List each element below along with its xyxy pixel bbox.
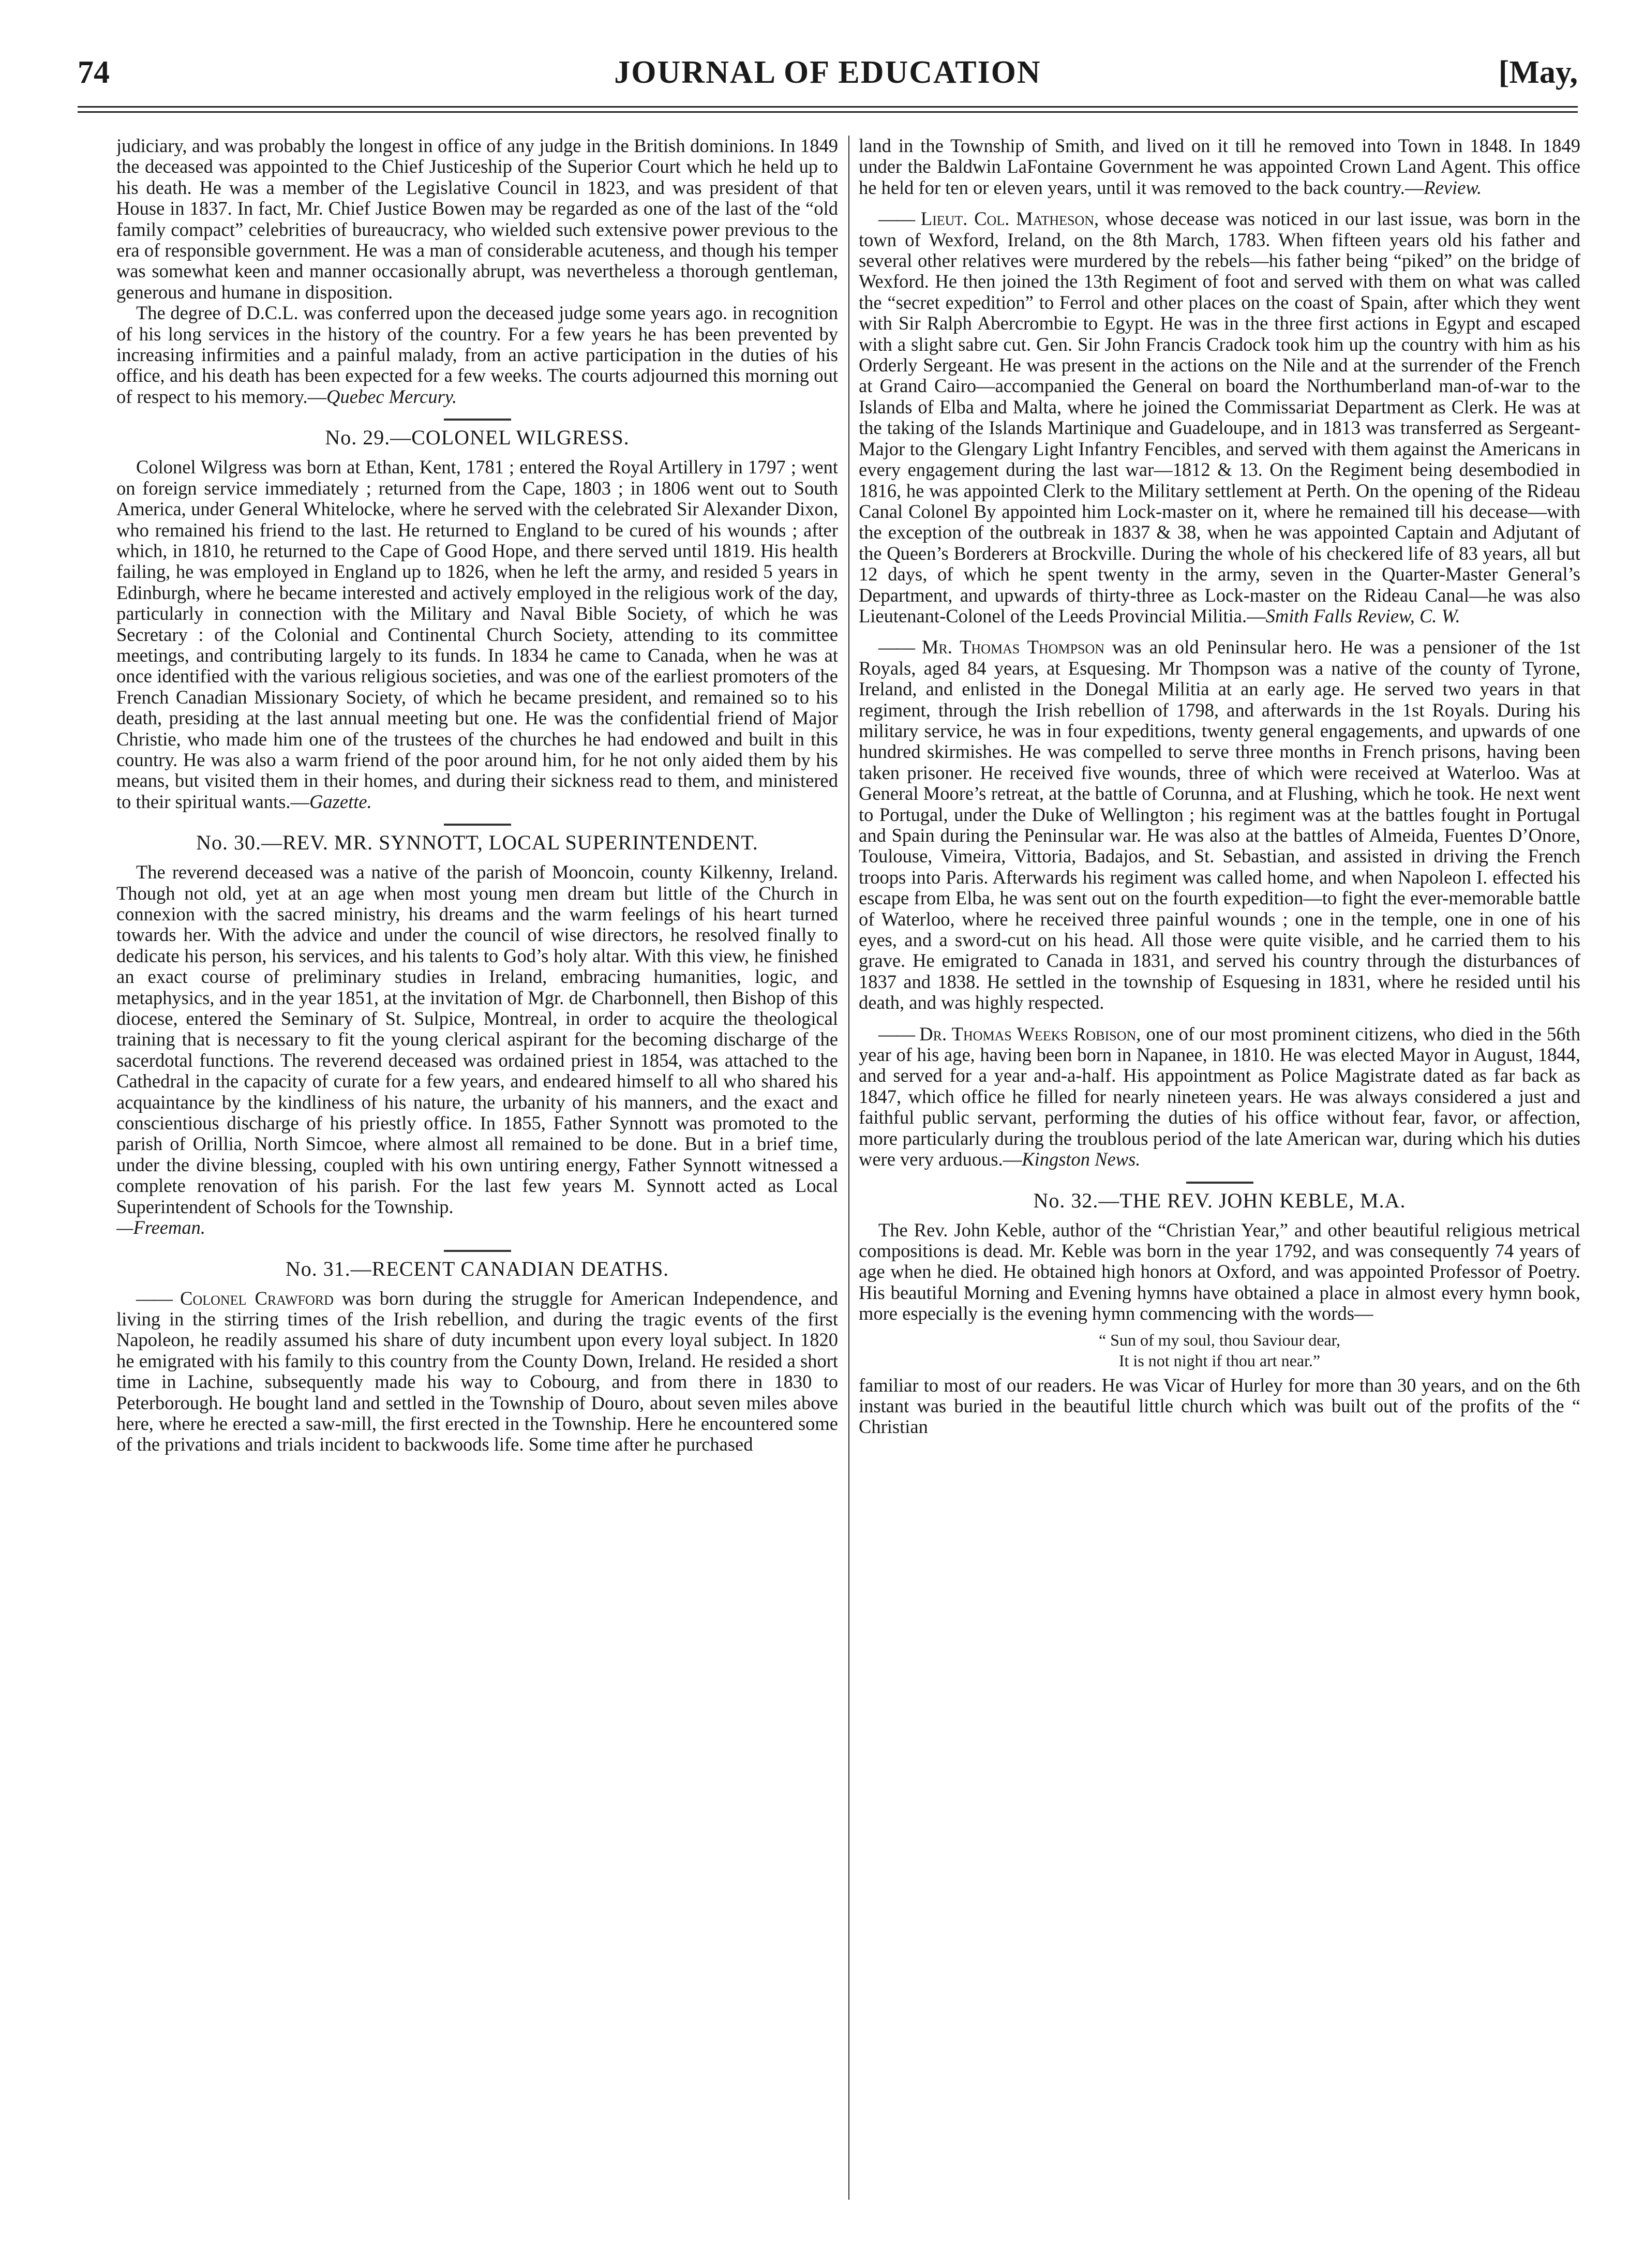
- issue-month: [May,: [1498, 55, 1578, 90]
- crawford-name: Colonel Crawford: [180, 1287, 334, 1309]
- bowen-paragraph-2: [116, 303, 838, 407]
- matheson-name: Lieut. Col. Matheson: [920, 208, 1095, 230]
- robison-dash: ——: [878, 1023, 914, 1045]
- journal-title: JOURNAL OF EDUCATION: [614, 55, 1041, 90]
- crawford-cont-text: land in the Township of Smith, and lived on it till he removed into Town in 1848. In 1849 under the Baldwin LaFontaine Government he was appointed Crown Land Agent. This office he held for ten or eleven years, until it was removed to the back country.—: [859, 136, 1580, 198]
- heading-no-31: No. 31.—RECENT CANADIAN DEATHS.: [285, 1257, 669, 1280]
- section-rule: [444, 419, 511, 421]
- matheson-dash: ——: [878, 208, 914, 230]
- robison-source: Kingston News.: [1022, 1148, 1141, 1170]
- left-column: [116, 136, 838, 2231]
- thompson-name: Mr. Thomas Thompson: [921, 636, 1105, 658]
- crawford-dash: ——: [136, 1287, 172, 1309]
- robison-name: Dr. Thomas Weeks Robison: [919, 1023, 1137, 1045]
- crawford-source: Review.: [1424, 176, 1482, 198]
- wilgress-text: Colonel Wilgress was born at Ethan, Kent, 1781 ; entered the Royal Artillery in 1797 ; went on foreign service immediately ; returned from the Cape, 1803 ; in 1806 went out to South America, under General Whitelocke, where he served with the celebrated Sir Alexander Dixon, who remained his friend to the last. He returned to England to be cured of his wounds ; after which, in 1810, he returned to the Cape of Good Hope, and there served until 1819. His health failing, he was employed in England up to 1826, when he left the army, and resided 5 years in Edinburgh, where he became interested and actively employed in the religious work of the day, particularly in connection with the Military and Naval Bible Society, of which he was Secretary : of the Colonial and Continental Church Society, attending to its committee meetings, and contributing largely to its funds. In 1834 he came to Canada, when he was at once identified with the various religious societies, and was one of the earliest promoters of the French Canadian Missionary Society, of which he became president, and remained so to his death, presiding at the last annual meeting but one. He was the confidential friend of Major Christie, who made him one of the trustees of the churches he had endowed and built in this country. He was also a warm friend of the poor around him, for he not only aided them by his means, but visited them in their homes, and during their sickness read to them, and ministered to their spiritual wants.—: [116, 456, 838, 812]
- section-rule: [444, 824, 511, 826]
- section-rule: [444, 1250, 511, 1252]
- heading-no-32: No. 32.—THE REV. JOHN KEBLE, M.A.: [1033, 1188, 1406, 1212]
- matheson-source: Smith Falls Review, C. W.: [1265, 605, 1460, 626]
- wilgress-source: Gazette.: [309, 790, 372, 812]
- thompson-paragraph: [859, 637, 1580, 1013]
- wilgress-paragraph: [116, 457, 838, 812]
- thompson-dash: ——: [878, 636, 914, 658]
- synnott-source: —Freeman.: [116, 1217, 205, 1239]
- crawford-text: was born during the struggle for American Independence, and living in the stirring times of the Irish rebellion, and during the tragic events of the first Napoleon, he readily assumed his share of duty incumbent upon every loyal subject. In 1820 he emigrated with his family to this country from the County Down, Ireland. He resided a short time in Lachine, subsequently made his way to Cobourg, and from there in 1830 to Peterborough. He bought land and settled in the Township of Douro, about seven miles above here, where he erected a saw-mill, the first erected in the Township. Here he encountered some of the privations and trials incident to backwoods life. Some time after he purchased: [116, 1287, 838, 1455]
- heading-no-30: No. 30.—REV. MR. SYNNOTT, LOCAL SUPERINTENDENT.: [196, 831, 758, 855]
- header-rule-bottom: [78, 111, 1578, 113]
- column-divider: [848, 136, 849, 2200]
- matheson-text: , whose decease was noticed in our last issue, was born in the town of Wexford, Ireland, on the 8th March, 1783. When fifteen years old his father and several other relatives were murdered by the rebels—his father being “piked” on the bridge of Wexford. He then joined the 13th Regiment of foot and served with them on what was called the “secret expedition” to Ferrol and other places on the coast of Spain, after which they went with Sir Ralph Abercrombie to Egypt. He was in the three first actions in Egypt and escaped with a slight sabre cut. Gen. Sir John Francis Cradock took him up the country with him as his Orderly Sergeant. He was present in the actions on the Nile and at the surrender of the French at Grand Cairo—accompanied the General on board the Northumberland man-of-war to the Islands of Elba and Malta, where he joined the Commissariat Department as Clerk. He was at the taking of the Islands Martinique and Guadeloupe, and in 1813 was transferred as Sergeant-Major to the Glengary Light Infantry Fencibles, and served with them against the Americans in every engagement during the last war—1812 & 13. On the Regiment being desembodied in 1816, he was appointed Clerk to the Military settlement at Perth. On the opening of the Rideau Canal Colonel By appointed him Lock-master on it, where he remained till his decease—with the exception of the outbreak in 1837 & 38, when he was appointed Captain and Adjutant of the Queen’s Borderers at Brockville. During the whole of his checkered life of 83 years, all but 12 days, of which he spent twenty in the army, seven in the Quarter-Master General’s Department, and upwards of thirty-three as Lock-master on the Rideau Canal—he was also Lieutenant-Colonel of the Leeds Provincial Militia.—: [859, 208, 1580, 626]
- hymn-line-1: “ Sun of my soul, thou Saviour dear,: [1098, 1330, 1341, 1349]
- hymn-line-2: It is not night if thou art near.”: [1118, 1351, 1321, 1370]
- matheson-paragraph: [859, 208, 1580, 626]
- robison-paragraph: [859, 1024, 1580, 1170]
- bowen-source: Quebec Mercury.: [326, 385, 457, 407]
- crawford-paragraph-cont: [859, 136, 1580, 198]
- bowen-paragraph-2-text: The degree of D.C.L. was conferred upon the deceased judge some years ago. in recognition of his long services in the history of the country. For a few years he has been prevented by increasing infirmities and a painful malady, from an active participation in the duties of his office, and his death has been expected for a few weeks. The courts adjourned this morning out of respect to his memory.—: [116, 302, 838, 407]
- section-rule: [1186, 1182, 1253, 1184]
- right-column: [859, 136, 1580, 2231]
- robison-text: , one of our most prominent citizens, who died in the 56th year of his age, having been born in Napanee, in 1810. He was elected Mayor in August, 1844, and served for a year and-a-half. His appointment as Police Magistrate dated as far back as 1847, which office he filled for nearly nineteen years. He was always considered a just and faithful public servant, performing the duties of his office without fear, favor, or affection, more particularly during the troublous period of the late American war, during which his duties were very arduous.—: [859, 1023, 1580, 1170]
- synnott-paragraph: The reverend deceased was a native of the parish of Mooncoin, county Kilkenny, Ireland. Though not old, yet at an age when most young men dream but little of the Church in connexion with the sacred ministry, his dreams and the warm feelings of his heart turned towards her. With the advice and under the council of wise directors, he resolved finally to dedicate his person, his services, and his talents to God’s holy altar. With this view, he finished an exact course of preliminary studies in Ireland, embracing humanities, logic, and metaphysics, and in the year 1851, at the invitation of Mgr. de Charbonnell, then Bishop of this diocese, entered the Seminary of St. Sulpice, Montreal, in order to acquire the theological training that is necessary to fit the young clerical aspirant for the becoming discharge of the sacerdotal functions. The reverend deceased was ordained priest in 1854, was attached to the Cathedral in the capacity of curate for a few years, and endeared himself to all who shared his acquaintance by the kindliness of his nature, the urbanity of his manners, and the exact and conscientious discharge of his priestly office. In 1855, Father Synnott was promoted to the parish of Orillia, North Simcoe, where almost all remained to be done. But in a brief time, under the divine blessing, coupled with his own untiring energy, Father Synnott witnessed a complete renovation of his parish. For the last few years M. Synnott acted as Local Superintendent of Schools for the Township.: [116, 861, 838, 1217]
- hymn-quote: [859, 1330, 1580, 1371]
- bowen-paragraph-1: judiciary, and was probably the longest in office of any judge in the British dominions. In 1849 the deceased was appointed to the Chief Justiceship of the Superior Court which he held up to his death. He was a member of the Legislative Council in 1823, and was president of that House in 1837. In fact, Mr. Chief Justice Bowen may be regarded as one of the last of the “old family compact” celebrities of bureaucracy, who wielded such extensive power previous to the era of responsible government. He was a man of considerable acuteness, and though his temper was somewhat keen and manner occasionally abrupt, was nevertheless a thorough gentleman, generous and humane in disposition.: [116, 136, 838, 303]
- heading-no-29: No. 29.—COLONEL WILGRESS.: [325, 426, 630, 450]
- thompson-text: was an old Peninsular hero. He was a pensioner of the 1st Royals, aged 84 years, at Esquesing. Mr Thompson was a native of the county of Tyrone, Ireland, and enlisted in the Donegal Militia at an early age. He served two years in that regiment, through the Irish rebellion of 1798, and afterwards in the 1st Royals. During his military service, he was in four expeditions, twenty general engagements, and upwards of one hundred skirmishes. He was compelled to serve three months in French prisons, having been taken prisoner. He received five wounds, three of which were received at Waterloo. Was at General Moore’s retreat, at the battle of Corunna, and at Flushing, which he took. He next went to Portugal, under the Duke of Wellington ; his regiment was at the battles fought in Portugal and Spain during the Peninsular war. He was also at the battles of Almeida, Fuentes D’Onore, Toulouse, Vimeira, Vittoria, Badajos, and St. Sebastian, and assisted in driving the French troops into Paris. Afterwards his regiment was called home, and when Napoleon I. effected his escape from Elba, he was sent out on the fourth expedition—to fight the ever-memorable battle of Waterloo, where he received three painful wounds ; one in the temple, one in one of his eyes, and a sword-cut on his head. All those were quite visible, and he carried them to his grave. He emigrated to Canada in 1831, and served his country through the disturbances of 1837 and 1838. He settled in the township of Esquesing in 1831, where he resided until his death, and was highly respected.: [859, 636, 1580, 1013]
- crawford-paragraph: [116, 1288, 838, 1455]
- page-number: 74: [78, 55, 110, 90]
- page-header: [78, 54, 1578, 101]
- keble-paragraph-2: familiar to most of our readers. He was Vicar of Hurley for more than 30 years, and on the 6th instant was buried in the beautiful little church which was built out of the profits of the “ Christian: [859, 1374, 1580, 1438]
- header-rule-top: [78, 106, 1578, 108]
- keble-paragraph-1: The Rev. John Keble, author of the “Christian Year,” and other beautiful religious metrical compositions is dead. Mr. Keble was born in the year 1792, and was consequently 74 years of age when he died. He obtained high honors at Oxford, and was appointed Professor of Poetry. His beautiful Morning and Evening hymns have obtained a place in almost every hymn book, more especially is the evening hymn commencing with the words—: [859, 1219, 1580, 1324]
